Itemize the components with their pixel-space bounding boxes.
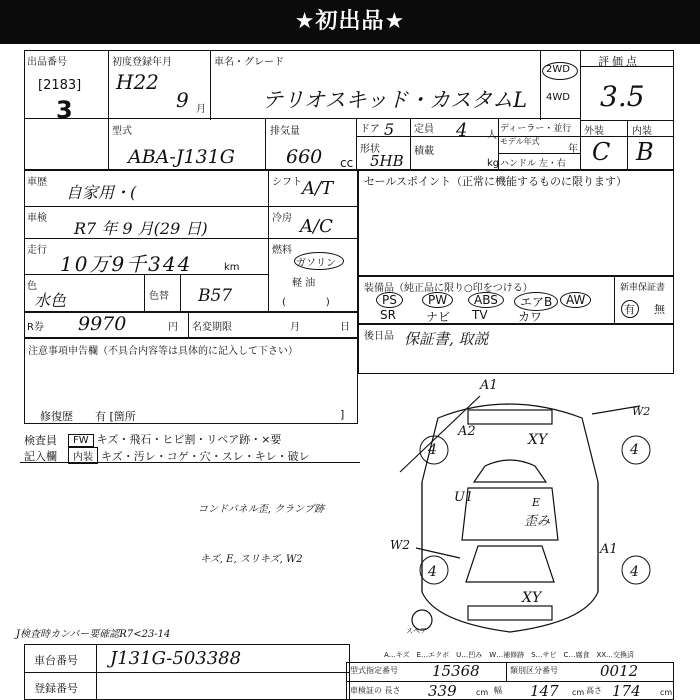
repair-end: ] (340, 408, 345, 421)
exterior-grade: C (592, 138, 611, 166)
title-change-day: 日 (340, 322, 350, 333)
mileage-value: 10万9千344 (60, 252, 193, 276)
fw-label: FW (68, 434, 94, 447)
lot-no: [2183] (38, 78, 82, 93)
mark-a1-top: A1 (480, 378, 498, 393)
mark-a1-right: A1 (600, 542, 618, 557)
interior-grade: B (636, 138, 654, 166)
tire-rr-mark: 4 (630, 564, 639, 580)
dealer-label: ディーラー・並行 (500, 124, 572, 134)
fuel-gas: ガソリン (296, 258, 336, 269)
length-unit: cm (476, 688, 489, 697)
width-label: 幅 (494, 686, 502, 695)
person-unit: 人 (487, 130, 497, 141)
bottom-note: J検査時カンバー要確認R7<23-14 (16, 629, 171, 640)
equipment-item: PW (422, 292, 453, 308)
spare-label: スペア (406, 627, 427, 635)
doors-label: ドア (360, 124, 380, 135)
front-bumper (468, 410, 552, 424)
recycle-label: R券 (27, 322, 44, 333)
equipment-label: 装備品（純正品に限り○印をつける） (364, 283, 533, 294)
chassis-no: J131G-503388 (110, 648, 242, 669)
class-label: 類別区分番号 (510, 666, 558, 675)
tire-fr-mark: 4 (630, 442, 639, 458)
month-unit: 月 (196, 104, 206, 115)
page-banner: ★初出品★ (0, 0, 700, 44)
warranty-label: 新車保証書 (620, 283, 666, 293)
usage-label: 車歴 (27, 177, 47, 188)
drive-2wd: 2WD (546, 64, 570, 75)
capacity-label: 定員 (414, 124, 434, 135)
equipment-item: エアB (514, 292, 558, 311)
damage-legend: A…キズ E…エクボ U…凹み W…補修跡 S…サビ C…腐食 XX…交換済 (384, 651, 635, 659)
fuel-label: 燃料 (272, 245, 292, 256)
year-unit: 年 (568, 144, 578, 155)
height-unit: cm (660, 688, 673, 697)
tire-fl-mark: 4 (428, 442, 437, 458)
comment-1: コンドパネル歪, クランプ跡 (198, 504, 325, 515)
front-windshield (474, 460, 546, 482)
shape-value: 5HB (370, 152, 404, 170)
lot-seq: 3 (56, 96, 73, 124)
length-value: 339 (428, 682, 457, 700)
car-body-outline (422, 404, 598, 632)
rear-bumper (468, 606, 552, 620)
model-year-label: モデル年式 (500, 137, 540, 146)
mark-xy-rear: XY (522, 590, 542, 606)
payload-label: 積載 (414, 146, 434, 157)
comment-2: キズ, E, スリキズ, W2 (200, 554, 303, 565)
color-code: B57 (198, 286, 233, 306)
kg-unit: kg (487, 158, 500, 169)
recycle-amount: 9970 (78, 313, 127, 335)
shape-label: 形状 (360, 144, 380, 155)
reg-no-label: 登録番号 (34, 682, 78, 695)
tire-rl-mark: 4 (428, 564, 437, 580)
title-change-label: 名変期限 (192, 322, 232, 333)
inspection-value: R7 年 9 月(29 日) (74, 219, 208, 238)
fuel-paren: ( ) (282, 297, 330, 308)
color-label: 色 (27, 281, 37, 292)
first-reg-label: 初度登録年月 (112, 57, 172, 68)
equipment-item: TV (472, 308, 488, 322)
km-unit: km (224, 262, 240, 273)
displacement-value: 660 (286, 146, 323, 168)
notes-label: 注意事項申告欄（不具合内容等は具体的に記入して下さい） (28, 346, 298, 357)
equipment-item: PS (376, 292, 403, 308)
int-items: キズ・汚レ・コゲ・穴・スレ・キレ・破レ (101, 450, 310, 463)
int-label: 内装 (68, 447, 98, 464)
warranty-no: 無 (654, 303, 665, 316)
repair-label: 修復歴 有 [箇所 (40, 410, 136, 423)
postscript-value: 保証書, 取説 (404, 330, 489, 348)
model-name-label: 車名・グレード (214, 57, 284, 68)
capacity-value: 4 (456, 120, 468, 141)
equipment-item: AW (560, 292, 591, 308)
grade-value: 3.5 (600, 80, 645, 113)
model-name: テリオスキッド・カスタムL (262, 88, 528, 112)
inspection-label: 車検 (27, 213, 47, 224)
rear-window (466, 546, 554, 582)
grade-label: 評価点 (598, 55, 640, 68)
width-unit: cm (572, 688, 585, 697)
fw-row (68, 431, 281, 447)
class-no: 0012 (600, 662, 639, 680)
shift-label: シフト (272, 177, 302, 188)
yen-unit: 円 (168, 322, 178, 333)
displacement-label: 排気量 (270, 126, 300, 137)
mark-w2-right: W2 (632, 405, 651, 418)
equipment-item: カワ (518, 310, 543, 324)
first-reg-year: H22 (116, 70, 159, 94)
type-label: 型式 (112, 126, 132, 137)
shift-value: A/T (302, 178, 334, 199)
selling-points-label: セールスポイント（正常に機能するものに限ります） (364, 175, 628, 188)
height-value: 174 (612, 682, 641, 700)
cc-unit: cc (340, 156, 354, 170)
usage-value: 自家用・( (66, 183, 137, 202)
mark-roof-note: 歪み (524, 514, 551, 529)
interior-label: 内装 (632, 126, 652, 137)
type-spec-no: 15368 (432, 662, 480, 680)
fw-items: キズ・飛石・ヒビ割・リペア跡・×要 (96, 433, 282, 446)
mark-a2: A2 (458, 424, 476, 439)
inspector-label-bottom: 記入欄 (24, 450, 57, 463)
equipment-item: ナビ (426, 310, 451, 324)
mark-xy-front: XY (528, 432, 548, 448)
mark-u1: U1 (454, 490, 474, 505)
ac-value: A/C (300, 216, 333, 237)
ac-label: 冷房 (272, 213, 292, 224)
drive-4wd: 4WD (546, 92, 570, 103)
first-reg-month: 9 (176, 88, 189, 112)
recycle-row (24, 312, 358, 338)
fuel-light: 軽 油 (292, 278, 316, 289)
type-value: ABA-J131G (128, 146, 235, 168)
lot-no-label: 出品番号 (27, 57, 67, 68)
chassis-label: 車台番号 (34, 654, 78, 667)
mileage-label: 走行 (27, 245, 47, 256)
height-label: 高さ (586, 686, 602, 695)
inspector-label-top: 検査員 (24, 434, 57, 447)
dims-label: 車検証の 長さ (350, 686, 401, 695)
handle-label: ハンドル 左・右 (500, 159, 566, 169)
width-value: 147 (530, 682, 559, 700)
mark-w2-left: W2 (390, 538, 410, 552)
mark-e-roof: E (532, 496, 541, 509)
type-spec-label: 型式指定番号 (350, 666, 398, 675)
doors-value: 5 (384, 120, 395, 139)
equipment-item: SR (380, 308, 396, 322)
equipment-item: ABS (468, 292, 504, 308)
title-change-month: 月 (290, 322, 300, 333)
color-value: 水色 (34, 291, 67, 310)
exterior-label: 外装 (584, 126, 604, 137)
warranty-yes: 有 (624, 303, 635, 316)
postscript-label: 後日品 (364, 331, 394, 342)
color-no-label: 色替 (149, 291, 169, 302)
